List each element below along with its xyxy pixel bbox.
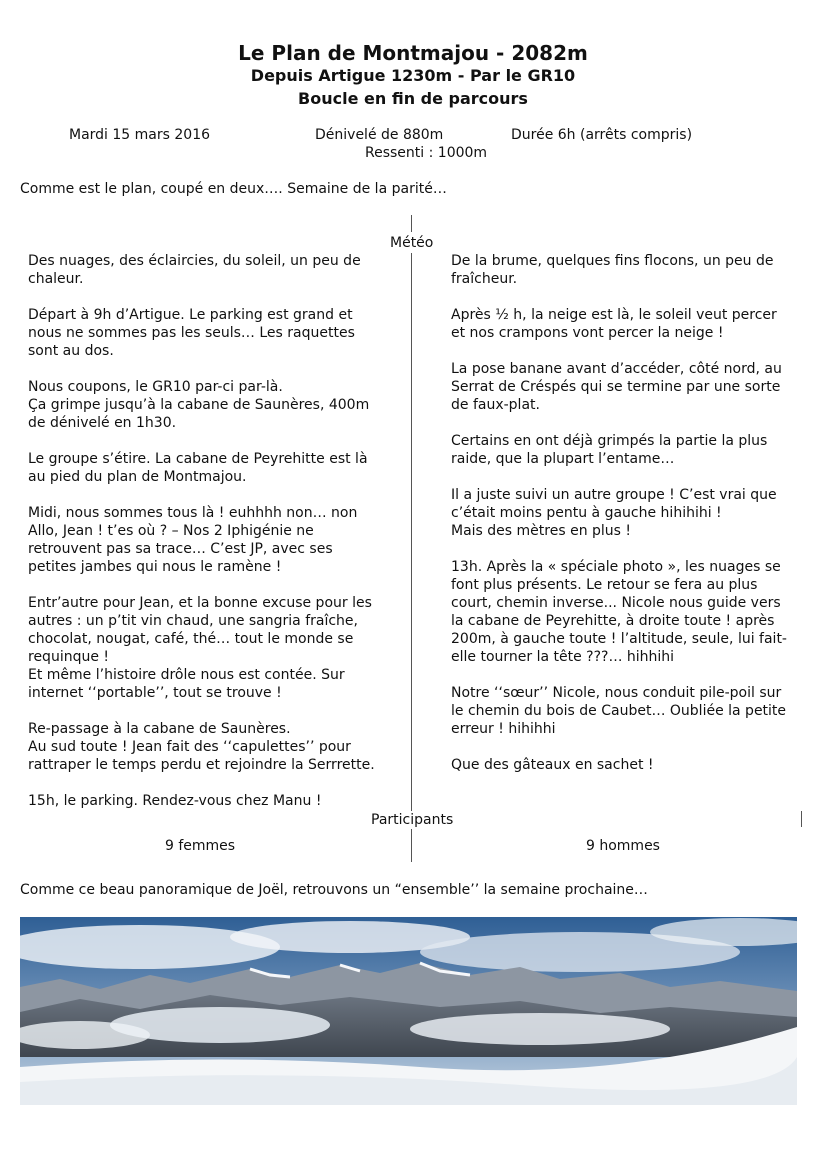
participants-label: Participants [371, 812, 454, 828]
left-paragraph: Re-passage à la cabane de Saunères. Au sud toute ! Jean fait des ‘‘capulettes’’ pour rattraper le temps perdu et rejoindre la Serrrette. [28, 721, 375, 773]
felt-elevation: Ressenti : 1000m [365, 145, 488, 161]
closing-text: Comme ce beau panoramique de Joël, retrouvons un “ensemble’’ la semaine prochaine… [20, 882, 648, 898]
intro-text: Comme est le plan, coupé en deux…. Semaine de la parité… [20, 181, 447, 197]
right-paragraph: Certains en ont déjà grimpés la partie la plus raide, que la plupart l’entame… [451, 433, 768, 467]
left-column [28, 252, 398, 828]
page-subtitle-2: Boucle en fin de parcours [298, 89, 528, 108]
hike-duration: Durée 6h (arrêts compris) [511, 127, 693, 143]
column-divider-top [411, 215, 412, 232]
right-paragraph: Notre ‘‘sœur’’ Nicole, nous conduit pile-poil sur le chemin du bois de Caubet… Oubliée la petite erreur ! hihihhi [451, 685, 787, 737]
column-divider [411, 253, 412, 811]
left-paragraph: Des nuages, des éclaircies, du soleil, un peu de chaleur. [28, 253, 361, 287]
right-column [451, 252, 796, 792]
page-title: Le Plan de Montmajou - 2082m [238, 41, 588, 65]
left-paragraph: Midi, nous sommes tous là ! euhhhh non… non Allo, Jean ! t’es où ? – Nos 2 Iphigénie ne retrouvent pas sa trace… C’est JP, avec ses petites jambes qui nous le ramène ! [28, 505, 358, 575]
left-paragraph: Départ à 9h d’Artigue. Le parking est grand et nous ne sommes pas les seuls… Les raquettes sont au dos. [28, 307, 355, 359]
right-paragraph: La pose banane avant d’accéder, côté nord, au Serrat de Créspés qui se termine par une sorte de faux-plat. [451, 361, 782, 413]
right-paragraph: Après ½ h, la neige est là, le soleil veut percer et nos crampons vont percer la neige ! [451, 307, 777, 341]
left-paragraph: 15h, le parking. Rendez-vous chez Manu ! [28, 793, 322, 809]
margin-tick [801, 811, 802, 827]
left-paragraph: Entr’autre pour Jean, et la bonne excuse pour les autres : un p’tit vin chaud, une sangria fraîche, chocolat, nougat, café, thé… tout le monde se requinque ! Et même l’histoire drôle nous est contée. Sur internet ‘‘portable’’, tout se trouve ! [28, 595, 372, 701]
column-divider-bottom [411, 829, 412, 862]
left-paragraph: Nous coupons, le GR10 par-ci par-là. Ça grimpe jusqu’à la cabane de Saunères, 400m de dénivelé en 1h30. [28, 379, 370, 431]
hike-elevation: Dénivelé de 880m [315, 127, 444, 143]
women-count: 9 femmes [165, 838, 236, 854]
meteo-label: Météo [390, 235, 434, 251]
hike-date: Mardi 15 mars 2016 [69, 127, 211, 143]
right-paragraph: Il a juste suivi un autre groupe ! C’est vrai que c’était moins pentu à gauche hihihihi ! Mais des mètres en plus ! [451, 487, 777, 539]
right-paragraph: De la brume, quelques fins flocons, un peu de fraîcheur. [451, 253, 774, 287]
left-paragraph: Le groupe s’étire. La cabane de Peyrehitte est là au pied du plan de Montmajou. [28, 451, 368, 485]
panorama-photo [20, 917, 797, 1105]
right-paragraph: 13h. Après la « spéciale photo », les nuages se font plus présents. Le retour se fera au plus court, chemin inverse... Nicole nous guide vers la cabane de Peyrehitte, à droite toute ! après 200m, à gauche toute ! l’altitude, seule, lui fait- elle tourner la tête ???… hihhihi [451, 559, 787, 665]
men-count: 9 hommes [586, 838, 660, 854]
right-paragraph: Que des gâteaux en sachet ! [451, 757, 654, 773]
page-subtitle: Depuis Artigue 1230m - Par le GR10 [250, 66, 576, 85]
